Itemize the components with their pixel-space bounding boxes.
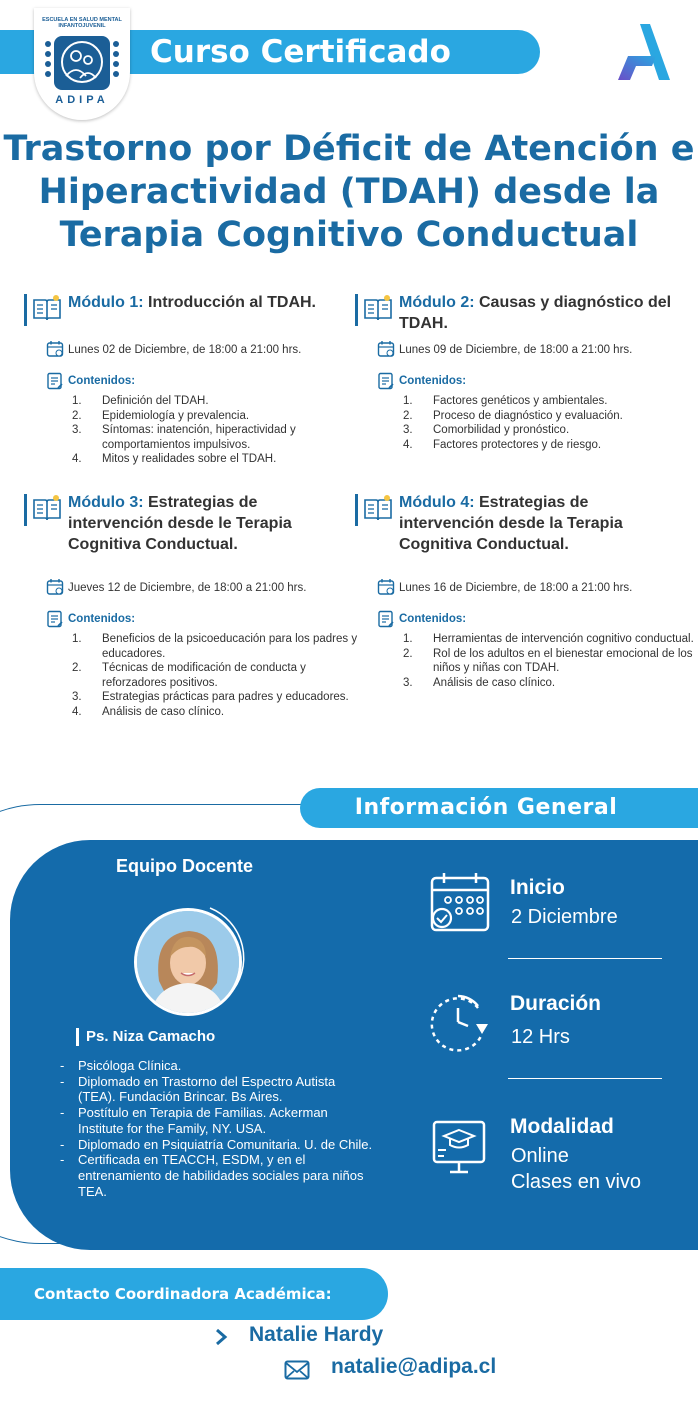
modality-detail: Clases en vivo — [511, 1171, 642, 1193]
calendar-icon — [46, 578, 64, 596]
list-item: 1. Beneficios de la psicoeducación para los padres y educadores. — [72, 633, 358, 660]
module-date: Jueves 12 de Diciembre, de 18:00 a 21:00 hrs. — [68, 582, 307, 594]
document-icon — [377, 610, 395, 628]
module-number: Módulo 1: — [68, 294, 144, 311]
document-icon — [377, 372, 395, 390]
list-item: 2. Técnicas de modificación de conducta y reforzadores positivos. — [72, 662, 306, 689]
calendar-icon — [377, 578, 395, 596]
person-photo-icon — [137, 911, 239, 1013]
list-item: 1. Herramientas de intervención cognitivo conductual. — [403, 633, 694, 645]
module-number: Módulo 4: — [399, 494, 475, 511]
teacher-bar — [76, 1028, 79, 1046]
document-icon — [46, 372, 64, 390]
modality-label: Modalidad — [510, 1115, 614, 1138]
logo-brand: ADIPA — [55, 94, 109, 106]
module-number: Módulo 3: — [68, 494, 144, 511]
start-label: Inicio — [510, 876, 565, 899]
modality-value: Online — [511, 1145, 569, 1167]
module-title — [68, 492, 308, 555]
start-value: 2 Diciembre — [511, 906, 618, 928]
module-date: Lunes 16 de Diciembre, de 18:00 a 21:00 hrs. — [399, 582, 633, 594]
contents-list — [72, 632, 362, 720]
list-item: 4. Análisis de caso clínico. — [72, 705, 225, 718]
list-item: 4. Mitos y realidades sobre el TDAH. — [72, 453, 277, 466]
logo-school-text — [34, 17, 130, 29]
book-icon — [32, 294, 62, 322]
list-item: 3. Estrategias prácticas para padres y educadores. — [72, 691, 349, 704]
contents-list — [403, 394, 693, 452]
contact-email-link[interactable]: natalie@adipa.cl — [331, 1355, 497, 1378]
logo-line1: ESCUELA EN SALUD MENTAL — [42, 17, 122, 23]
book-icon — [363, 294, 393, 322]
divider — [508, 1078, 662, 1079]
teacher-name: Ps. Niza Camacho — [86, 1028, 216, 1045]
chevron-right-icon — [214, 1328, 228, 1346]
contents-label: Contenidos: — [399, 613, 467, 625]
list-item: 3. Comorbilidad y pronóstico. — [403, 424, 570, 437]
list-item: - Diplomado en Psiquiatría Comunitaria. U. de Chile. — [56, 1137, 376, 1153]
list-item: 3. Síntomas: inatención, hiperactividad y comportamientos impulsivos. — [72, 424, 296, 451]
module-title — [399, 292, 689, 334]
module-bar — [24, 294, 27, 326]
list-item: 1. Factores genéticos y ambientales. — [403, 395, 608, 407]
list-item: 2. Rol de los adultos en el bienestar emocional de los niños y niñas con TDAH. — [403, 647, 693, 675]
module-bar — [355, 494, 358, 526]
contents-label: Contenidos: — [399, 375, 467, 387]
module-date: Lunes 09 de Diciembre, de 18:00 a 21:00 hrs. — [399, 344, 633, 356]
module-bar — [355, 294, 358, 326]
document-icon — [46, 610, 64, 628]
calendar-icon — [46, 340, 64, 358]
duration-label: Duración — [510, 992, 602, 1015]
brand-a-icon — [612, 22, 672, 84]
module-number: Módulo 2: — [399, 294, 475, 311]
list-item: 2. Epidemiología y prevalencia. — [72, 409, 250, 422]
module-title-text: Estrategias de intervención desde le Terapia Cognitiva Conductual. — [68, 494, 292, 553]
list-item: 4. Factores protectores y de riesgo. — [403, 438, 602, 451]
book-icon — [32, 494, 62, 522]
module-date: Lunes 02 de Diciembre, de 18:00 a 21:00 hrs. — [68, 344, 302, 356]
contents-list — [72, 394, 362, 467]
duration-value: 12 Hrs — [511, 1026, 570, 1048]
module-title — [68, 292, 358, 313]
team-title: Equipo Docente — [116, 856, 254, 876]
book-icon — [363, 494, 393, 522]
contact-name: Natalie Hardy — [249, 1323, 384, 1346]
clock-icon — [428, 990, 492, 1054]
calendar-icon — [377, 340, 395, 358]
list-item: - Psicóloga Clínica. — [56, 1058, 376, 1074]
module-title-text: Estrategias de intervención desde la Terapia Cognitiva Conductual. — [399, 494, 623, 553]
list-item: 3. Análisis de caso clínico. — [403, 676, 556, 689]
logo-line2: INFANTOJUVENIL — [58, 23, 106, 29]
list-item: - Diplomado en Trastorno del Espectro Autista (TEA). Fundación Brincar. Bs Aires. — [56, 1074, 376, 1105]
logo-emblem-icon — [40, 32, 124, 94]
divider — [508, 958, 662, 959]
list-item: - Certificada en TEACCH, ESDM, y en el entrenamiento de habilidades sociales para niños TEA. — [56, 1152, 376, 1199]
contents-list — [403, 632, 695, 690]
module-title-text: Causas y diagnóstico del TDAH. — [399, 294, 672, 332]
teacher-credentials — [56, 1058, 376, 1199]
module-bar — [24, 494, 27, 526]
avatar — [134, 908, 242, 1016]
module-title — [399, 492, 685, 555]
list-item: 2. Proceso de diagnóstico y evaluación. — [403, 409, 623, 422]
info-title: Información General — [354, 795, 618, 820]
list-item: - Postítulo en Terapia de Familias. Ackerman Institute for the Family, NY. USA. — [56, 1105, 376, 1136]
online-class-icon — [430, 1116, 494, 1180]
list-item: 1. Definición del TDAH. — [72, 395, 209, 407]
mail-icon — [284, 1360, 310, 1380]
contents-label: Contenidos: — [68, 613, 136, 625]
contents-label: Contenidos: — [68, 375, 136, 387]
adipa-logo — [34, 8, 130, 120]
calendar-icon — [428, 870, 492, 934]
header-title: Curso Certificado — [150, 34, 451, 70]
course-title: Trastorno por Déficit de Atención e Hiperactividad (TDAH) desde la Terapia Cognitivo Conductual — [3, 129, 695, 255]
module-title-text: Introducción al TDAH. — [148, 294, 316, 311]
contact-title: Contacto Coordinadora Académica: — [34, 1285, 332, 1303]
